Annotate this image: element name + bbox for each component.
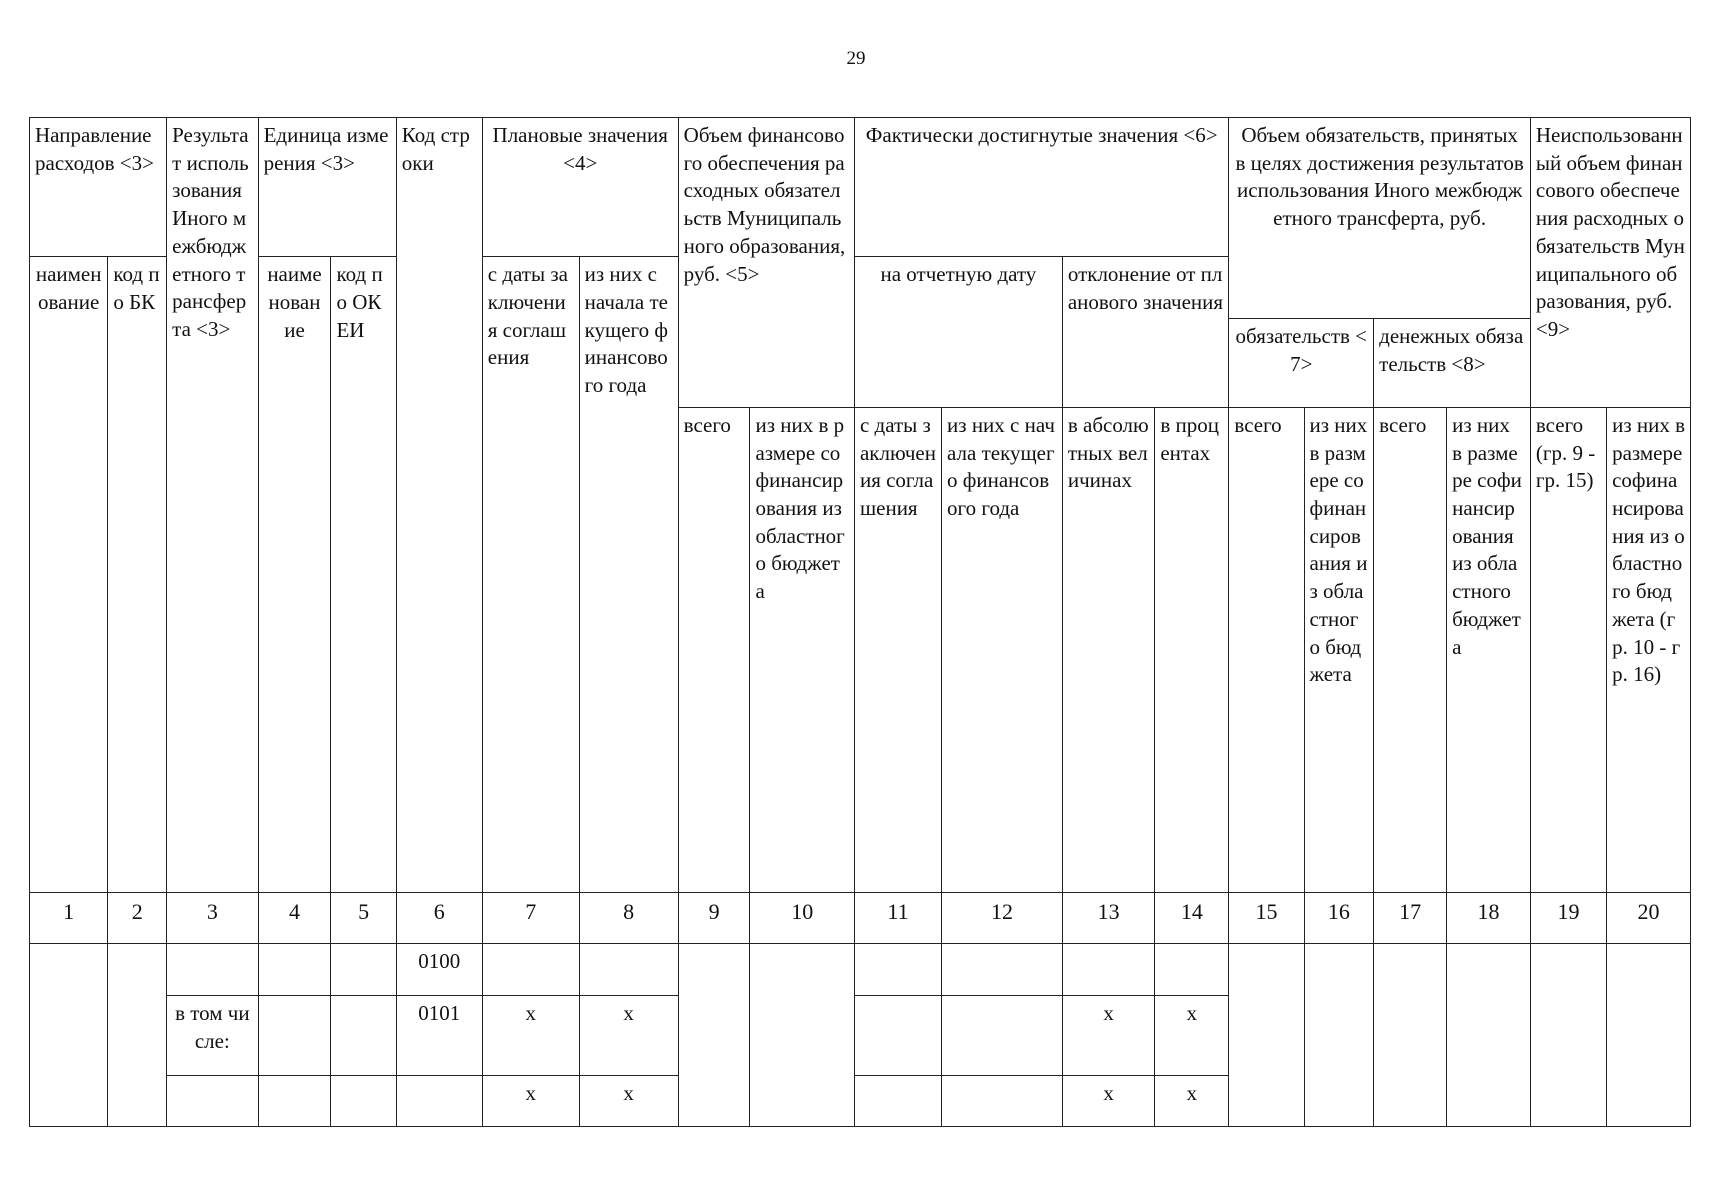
cell-row-code: 0100 (396, 944, 482, 996)
column-number: 15 (1229, 892, 1304, 944)
header-row-code: Код строки (396, 118, 482, 893)
column-number: 14 (1155, 892, 1229, 944)
cell-actual-agreement[interactable] (854, 995, 941, 1075)
column-number: 12 (942, 892, 1063, 944)
cell-planned-agreement: x (482, 995, 579, 1075)
cell-actual-agreement[interactable] (854, 1076, 941, 1127)
header-unit: Единица измерения <3> (258, 118, 396, 257)
header-direction: Направление расходов <3> (30, 118, 167, 257)
cell-unit-name[interactable] (258, 995, 331, 1075)
cell-planned-year: x (579, 1076, 678, 1127)
column-number: 16 (1304, 892, 1374, 944)
cell-actual-year[interactable] (942, 995, 1063, 1075)
header-unit-okei: код по ОКЕИ (331, 257, 396, 893)
cell-mon-cofin[interactable] (1447, 944, 1531, 1127)
column-number: 17 (1374, 892, 1447, 944)
cell-deviation-abs: x (1062, 1076, 1155, 1127)
cell-result-label: в том числе: (167, 995, 258, 1075)
table-row (30, 944, 1691, 996)
header-actual-from-year: из них с начала текущего финансового года (942, 407, 1063, 892)
cell-planned-agreement: x (482, 1076, 579, 1127)
header-obligations-monetary: денежных обязательств <8> (1374, 319, 1531, 408)
cell-row-code: 0101 (396, 995, 482, 1075)
cell-unit-okei[interactable] (331, 944, 396, 996)
cell-planned-agreement[interactable] (482, 944, 579, 996)
cell-deviation-pct: x (1155, 995, 1229, 1075)
header-funding-total: всего (678, 407, 750, 892)
cell-deviation-pct: x (1155, 1076, 1229, 1127)
column-number: 19 (1530, 892, 1606, 944)
cell-result[interactable] (167, 1076, 258, 1127)
header-planned-from-agreement: с даты заключения соглашения (482, 257, 579, 893)
header-funding: Объем финансового обеспечения расходных обязательств Муниципального образования, руб. <5> (678, 118, 854, 408)
header-unused-cofin: из них в размере софинансирования из областного бюджета (гр. 10 - гр. 16) (1607, 407, 1691, 892)
cell-actual-year[interactable] (942, 1076, 1063, 1127)
header-obl-total: всего (1229, 407, 1304, 892)
column-number: 20 (1607, 892, 1691, 944)
header-actual: Фактически достигнутые значения <6> (854, 118, 1228, 257)
cell-unused-total[interactable] (1530, 944, 1606, 1127)
cell-deviation-abs[interactable] (1062, 944, 1155, 996)
column-number: 8 (579, 892, 678, 944)
cell-direction-kbk[interactable] (108, 944, 167, 1127)
column-number: 6 (396, 892, 482, 944)
header-unused-total: всего (гр. 9 - гр. 15) (1530, 407, 1606, 892)
header-direction-kbk: код по БК (108, 257, 167, 893)
cell-obl-cofin[interactable] (1304, 944, 1374, 1127)
header-mon-total: всего (1374, 407, 1447, 892)
cell-planned-year: x (579, 995, 678, 1075)
column-number: 11 (854, 892, 941, 944)
column-number: 1 (30, 892, 108, 944)
cell-actual-agreement[interactable] (854, 944, 941, 996)
cell-result[interactable] (167, 944, 258, 996)
header-actual-on-date: на отчетную дату (854, 257, 1062, 408)
page-number: 29 (846, 48, 866, 69)
cell-funding-cofin[interactable] (750, 944, 854, 1127)
header-direction-name: наименование (30, 257, 108, 893)
header-planned: Плановые значения <4> (482, 118, 678, 257)
header-obligations-taken: обязательств <7> (1229, 319, 1374, 408)
cell-unit-name[interactable] (258, 944, 331, 996)
header-obligations: Объем обязательств, принятых в целях достижения результатов использования Иного межбюджетного трансферта, руб. (1229, 118, 1530, 319)
report-table (29, 117, 1691, 1127)
header-deviation-pct: в процентах (1155, 407, 1229, 892)
column-number: 2 (108, 892, 167, 944)
cell-deviation-pct[interactable] (1155, 944, 1229, 996)
cell-direction-name[interactable] (30, 944, 108, 1127)
cell-actual-year[interactable] (942, 944, 1063, 996)
header-mon-cofin: из них в размере софинансирования из областного бюджета (1447, 407, 1531, 892)
column-number: 7 (482, 892, 579, 944)
cell-obl-total[interactable] (1229, 944, 1304, 1127)
column-number: 18 (1447, 892, 1531, 944)
column-number: 9 (678, 892, 750, 944)
cell-planned-year[interactable] (579, 944, 678, 996)
cell-unit-name[interactable] (258, 1076, 331, 1127)
header-funding-cofin: из них в размере софинансирования из областного бюджета (750, 407, 854, 892)
cell-mon-total[interactable] (1374, 944, 1447, 1127)
column-number: 10 (750, 892, 854, 944)
cell-unit-okei[interactable] (331, 995, 396, 1075)
header-unused: Неиспользованный объем финансового обеспечения расходных обязательств Муниципального образования, руб. <9> (1530, 118, 1690, 408)
header-deviation-abs: в абсолютных величинах (1062, 407, 1155, 892)
header-obl-cofin: из них в размере софинансирования из областного бюджета (1304, 407, 1374, 892)
column-number: 13 (1062, 892, 1155, 944)
column-number: 3 (167, 892, 258, 944)
header-result: Результат использования Иного межбюджетного трансферта <3> (167, 118, 258, 893)
cell-row-code[interactable] (396, 1076, 482, 1127)
column-number: 5 (331, 892, 396, 944)
cell-unit-okei[interactable] (331, 1076, 396, 1127)
header-actual-from-agreement: с даты заключения соглашения (854, 407, 941, 892)
column-number: 4 (258, 892, 331, 944)
header-unit-name: наименование (258, 257, 331, 893)
column-number-row (30, 892, 1691, 944)
header-actual-deviation: отклонение от планового значения (1062, 257, 1229, 408)
cell-funding-total[interactable] (678, 944, 750, 1127)
header-planned-from-year: из них с начала текущего финансового года (579, 257, 678, 893)
cell-unused-cofin[interactable] (1607, 944, 1691, 1127)
cell-deviation-abs: x (1062, 995, 1155, 1075)
